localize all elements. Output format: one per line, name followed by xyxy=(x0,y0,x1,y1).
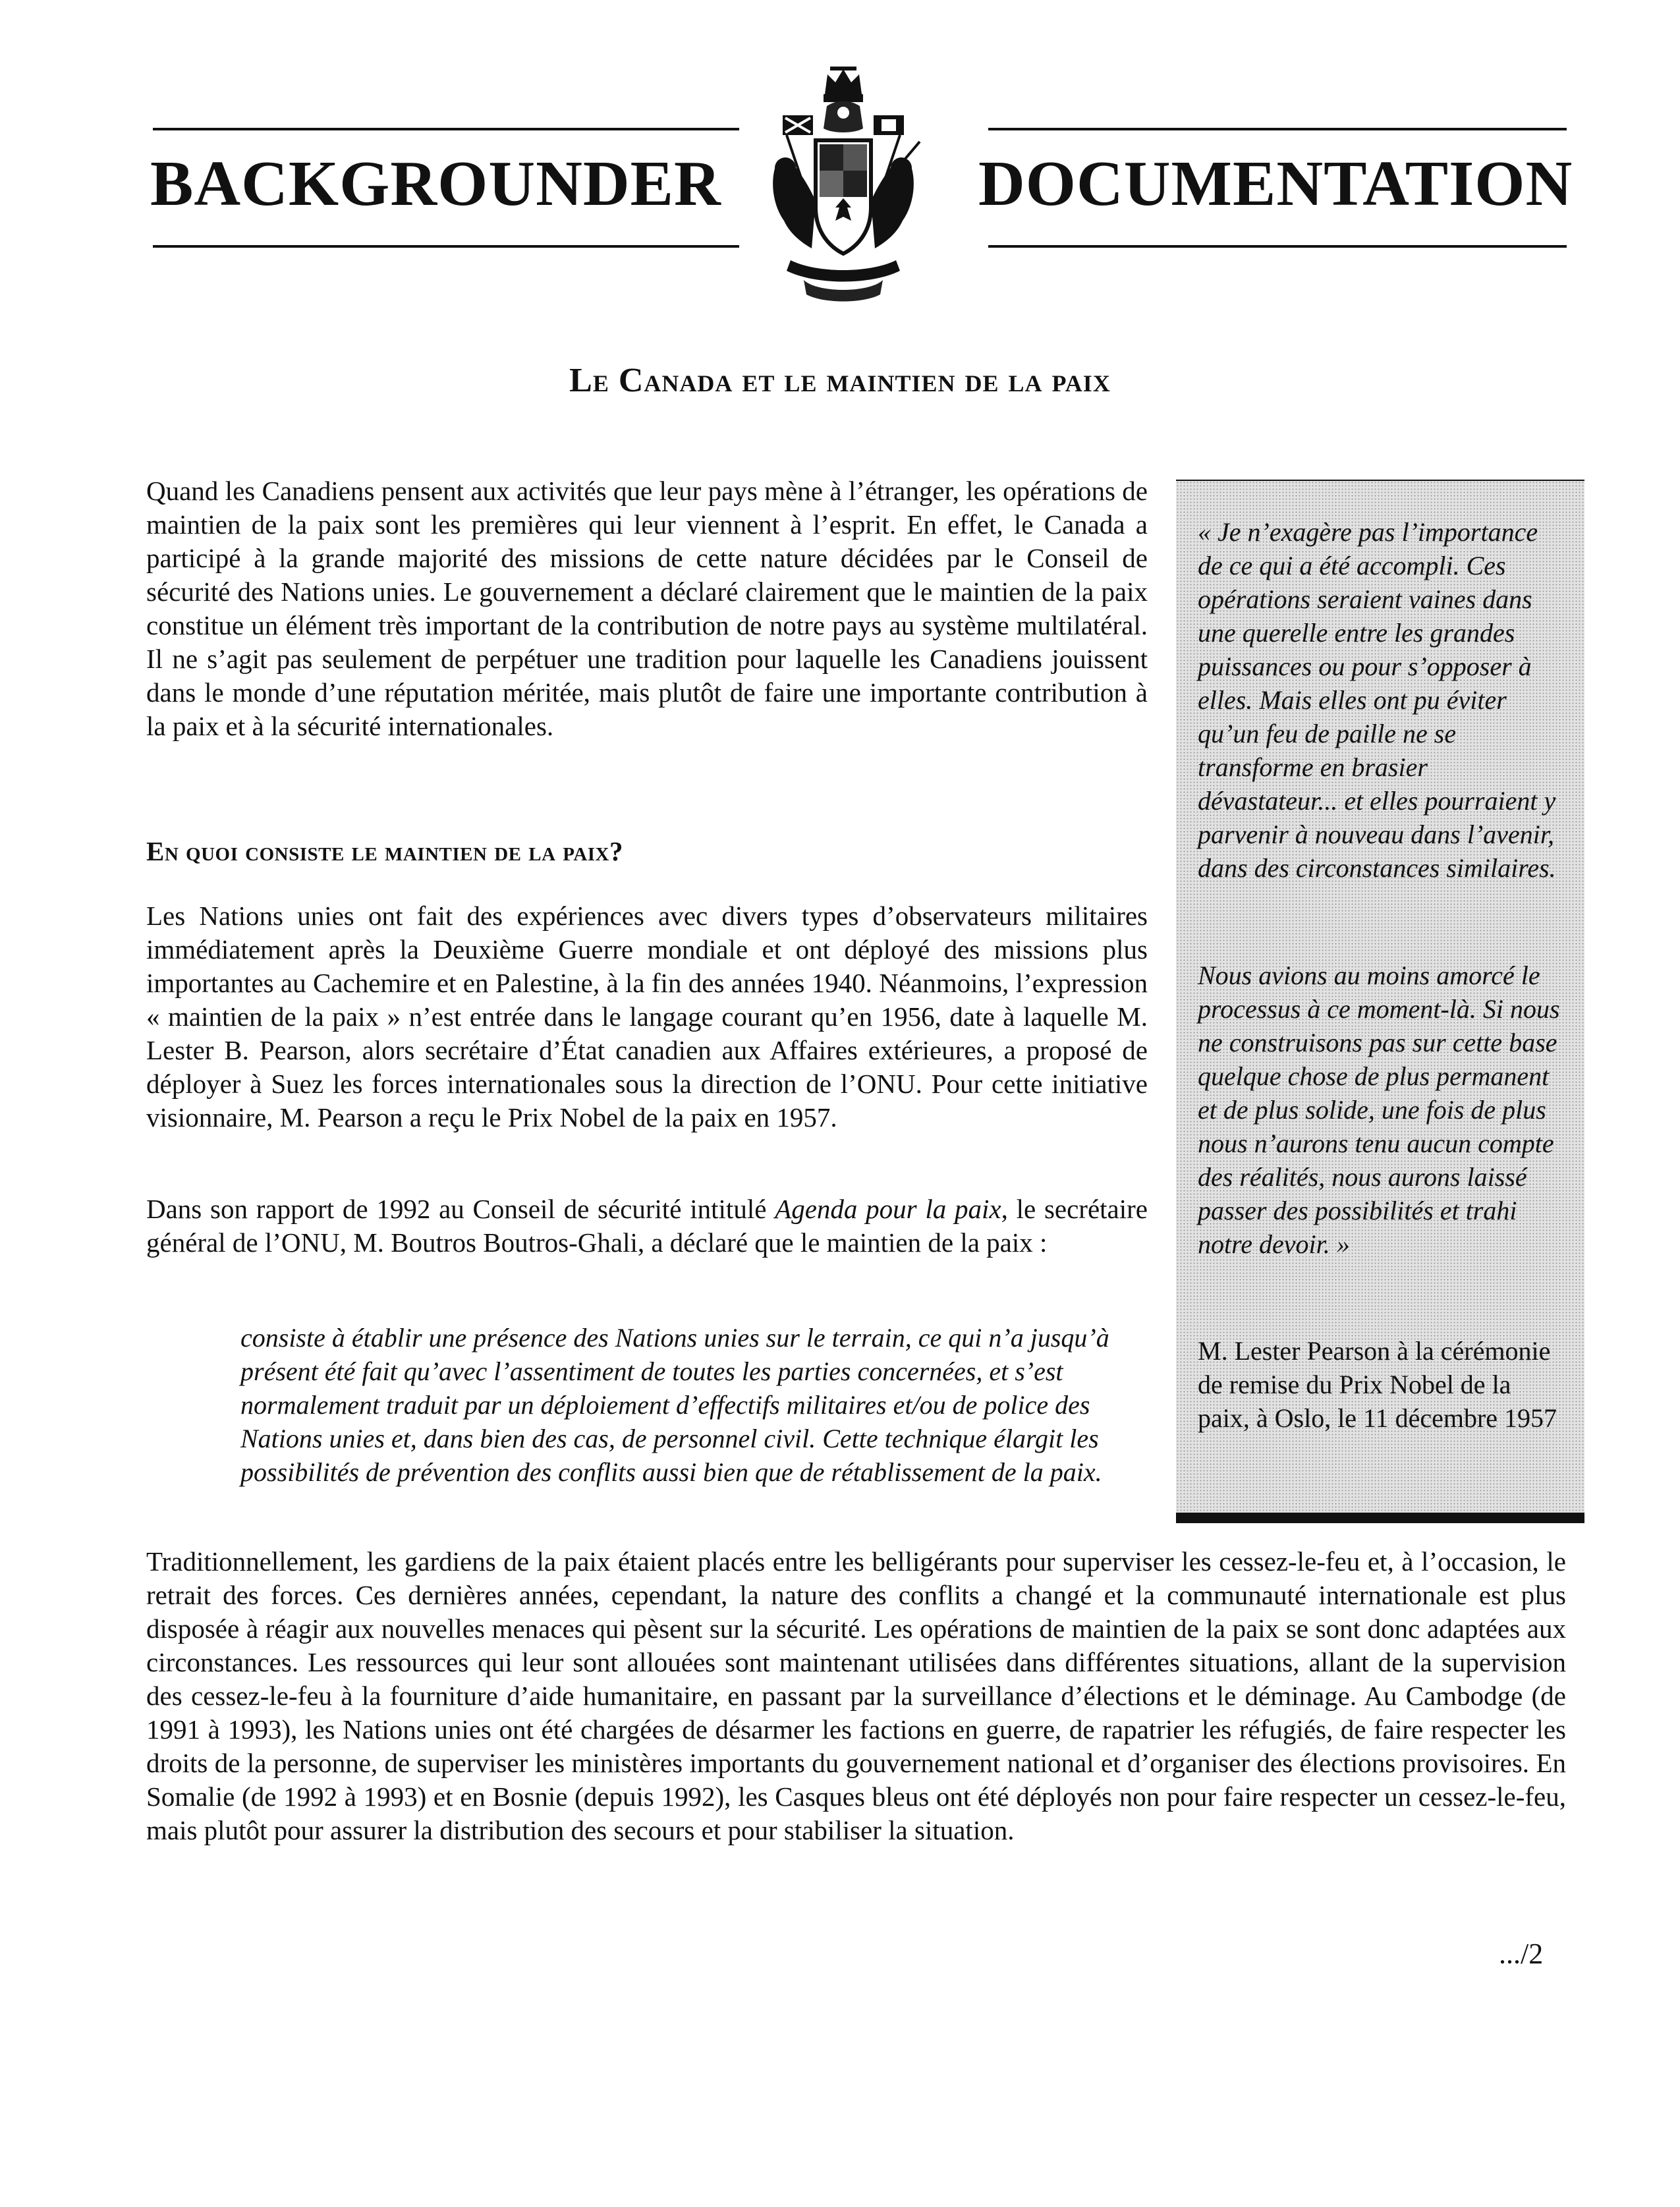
masthead-rule-top-right xyxy=(988,128,1567,130)
sidebar-attribution: M. Lester Pearson à la cérémonie de remise du Prix Nobel de la paix, à Oslo, le 11 décembre 1957 xyxy=(1198,1336,1557,1433)
page-number: .../2 xyxy=(1499,1938,1544,1970)
agenda-paragraph-text-start: Dans son rapport de 1992 au Conseil de sécurité intitulé xyxy=(146,1194,775,1224)
agenda-paragraph xyxy=(146,1192,1148,1260)
sidebar-bottom-bar xyxy=(1176,1513,1584,1523)
agenda-paragraph-text-end: , le secrétaire général de l’ONU, M. Boutros Boutros-Ghali, a déclaré que le maintien de la paix : xyxy=(146,1194,1148,1258)
intro-paragraph: Quand les Canadiens pensent aux activités que leur pays mène à l’étranger, les opérations de maintien de la paix sont les premières qui leur viennent à l’esprit. En effet, le Canada a participé à la grande majorité des missions de cette nature décidées par le Conseil de sécurité des Nations unies. Le gouvernement a déclaré clairement que le maintien de la paix constitue un élément très important de la contribution de notre pays au système multilatéral. Il ne s’agit pas seulement de perpétuer une tradition pour laquelle les Canadiens jouissent dans le monde d’une réputation méritée, mais plutôt de faire une importante contribution à la paix et à la sécurité internationales. xyxy=(146,476,1148,741)
evolution-paragraph: Traditionnellement, les gardiens de la paix étaient placés entre les belligérants pour superviser les cessez-le-feu et, à l’occasion, le retrait des forces. Ces dernières années, cependant, la nature des conflits a changé et la communauté internationale est plus disposée à réagir aux nouvelles menaces qui pèsent sur la sécurité. Les opérations de maintien de la paix se sont donc adaptées aux circonstances. Les ressources qui leur sont allouées sont maintenant utilisées dans différentes situations, allant de la supervision des cessez-le-feu à la fourniture d’aide humanitaire, en passant par la surveillance d’élections et le déminage. Au Cambodge (de 1991 à 1993), les Nations unies ont été chargées de désarmer les factions en guerre, de rapatrier les réfugiés, de faire respecter les droits de la personne, de superviser les ministères importants du gouvernement national et d’organiser des élections provisoires. En Somalie (de 1992 à 1993) et en Bosnie (depuis 1992), les Casques bleus ont été déployés non pour faire respecter un cessez-le-feu, mais plutôt pour assurer la distribution des secours et pour stabiliser la situation. xyxy=(146,1546,1566,1845)
masthead-left-title: BACKGROUNDER xyxy=(150,148,721,219)
sidebar-quote-2: Nous avions au moins amorcé le processus à ce moment-là. Si nous ne construisons pas sur cette base quelque chose de plus permanent et de plus solide, une fois de plus nous n’aurons tenu aucun compte des réalités, nous aurons laissé passer des possibilités et trahi notre devoir. » xyxy=(1198,961,1560,1259)
masthead-rule-bottom-left xyxy=(153,245,739,248)
history-paragraph: Les Nations unies ont fait des expériences avec divers types d’observateurs militaires immédiatement après la Deuxième Guerre mondiale et ont déployé des missions plus importantes au Cachemire et en Palestine, à la fin des années 1940. Néanmoins, l’expression « maintien de la paix » n’est entrée dans le langage courant qu’en 1956, date à laquelle M. Lester B. Pearson, alors secrétaire d’État canadien aux Affaires extérieures, a proposé de déployer à Suez les forces internationales sous la direction de l’ONU. Pour cette initiative visionnaire, M. Pearson a reçu le Prix Nobel de la paix en 1957. xyxy=(146,901,1148,1132)
sidebar-quote-1: « Je n’exagère pas l’importance de ce qui a été accompli. Ces opérations seraient vaines dans une querelle entre les grandes puissances ou pour s’opposer à elles. Mais elles ont pu éviter qu’un feu de paille ne se transforme en brasier dévastateur... et elles pourraient y parvenir à nouveau dans l’avenir, dans des circonstances similaires. xyxy=(1198,517,1556,883)
page-title: Le Canada et le maintien de la paix xyxy=(569,362,1111,399)
masthead-rule-top-left xyxy=(153,128,739,130)
canadian-coat-of-arms-icon xyxy=(764,63,922,306)
section-heading: En quoi consiste le maintien de la paix? xyxy=(146,836,624,866)
masthead-right-title: DOCUMENTATION xyxy=(978,148,1573,219)
block-quote: consiste à établir une présence des Nations unies sur le terrain, ce qui n’a jusqu’à présent été fait qu’avec l’assentiment de toutes les parties concernées, et s’est normalement traduit par un déploiement d’effectifs militaires et/ou de police des Nations unies et, dans bien des cas, de personnel civil. Cette technique élargit les possibilités de prévention des conflits aussi bien que de rétablissement de la paix. xyxy=(240,1323,1109,1487)
agenda-title: Agenda pour la paix xyxy=(775,1194,1001,1224)
masthead-rule-bottom-right xyxy=(988,245,1567,248)
